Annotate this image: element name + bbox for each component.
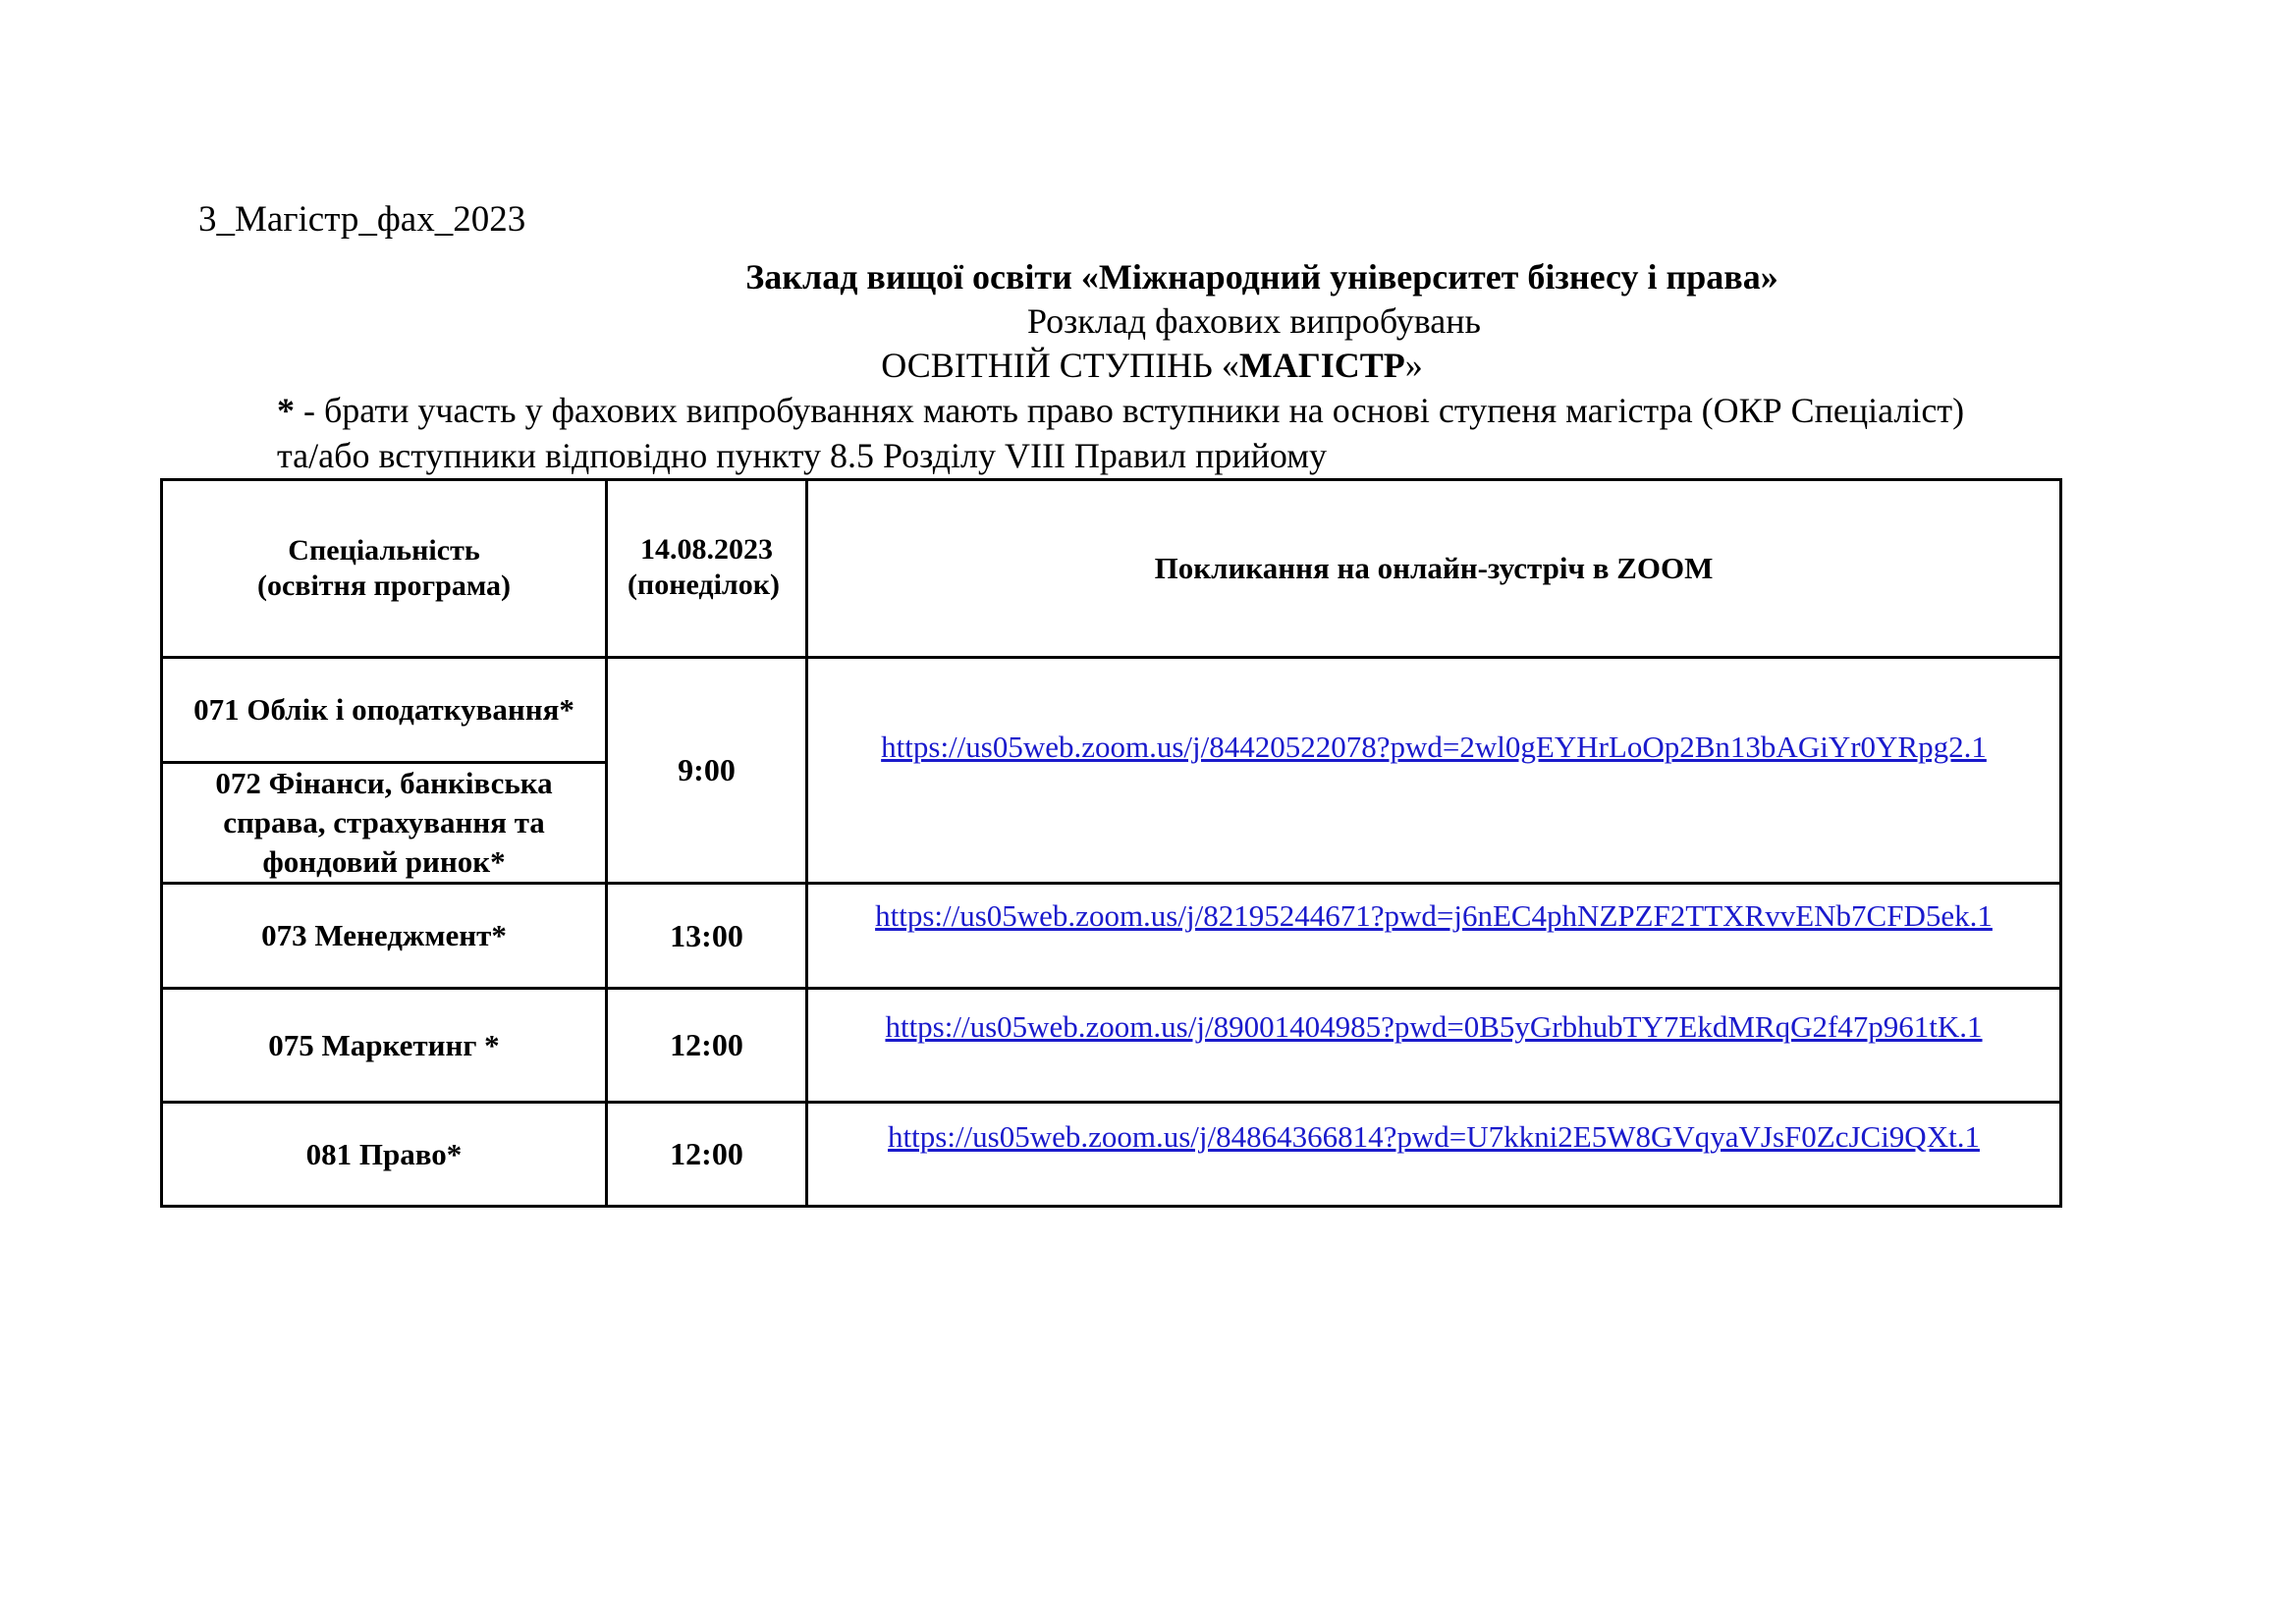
specialty-cell: 081 Право* [162,1103,607,1207]
table-row [162,1103,2061,1207]
institution-title: Заклад вищої освіти «Міжнародний університет бізнесу і права» [745,257,1778,297]
time-cell: 9:00 [607,658,807,884]
table-row [162,989,2061,1103]
note-asterisk: * [277,391,295,430]
degree-suffix: » [1404,346,1423,385]
zoom-link[interactable]: https://us05web.zoom.us/j/82195244671?pwd=j6nEC4phNZPZF2TTXRvvENb7CFD5ek.1 [875,898,1993,933]
table-row [162,884,2061,989]
header-link: Покликання на онлайн-зустріч в ZOOM [807,480,2061,658]
header-date-line2: (понеділок) [627,568,781,601]
specialty-cell: 075 Маркетинг * [162,989,607,1103]
specialty-cell: 072 Фінанси, банківська справа, страхування та фондовий ринок* [162,763,607,884]
zoom-link[interactable]: https://us05web.zoom.us/j/84420522078?pwd=2wl0gEYHrLoOp2Bn13bAGiYr0YRpg2.1 [881,730,1987,764]
degree-prefix: ОСВІТНІЙ СТУПІНЬ « [881,346,1239,385]
specialty-cell: 071 Облік і оподаткування* [162,658,607,763]
degree-name: МАГІСТР [1238,346,1405,385]
degree-title [4,342,2296,389]
time-cell: 12:00 [607,989,807,1103]
zoom-link[interactable]: https://us05web.zoom.us/j/84864366814?pwd=U7kkni2E5W8GVqyaVJsF0ZcJCi9QXt.1 [888,1119,1980,1154]
admission-note [277,388,1966,478]
link-cell [807,884,2061,989]
header-specialty-line1: Спеціальність [288,534,480,567]
schedule-table [160,478,2062,1208]
note-text: - брати участь у фахових випробуваннях мають право вступники на основі ступеня магістра (ОКР Спеціаліст) та/або вступники відповідно пункту 8.5 Розділу VIII Правил прийому [277,391,1965,475]
table-header-row [162,480,2061,658]
link-cell [807,658,2061,884]
specialty-cell: 073 Менеджмент* [162,884,607,989]
header-date [607,480,807,658]
link-cell [807,989,2061,1103]
header-specialty-line2: (освітня програма) [256,569,512,602]
header-specialty [162,480,607,658]
time-cell: 12:00 [607,1103,807,1207]
document-code: 3_Магістр_фах_2023 [198,199,526,240]
time-cell: 13:00 [607,884,807,989]
header-date-line1: 14.08.2023 [640,533,773,566]
table-row [162,658,2061,763]
link-cell [807,1103,2061,1207]
zoom-link[interactable]: https://us05web.zoom.us/j/89001404985?pwd=0B5yGrbhubTY7EkdMRqG2f47p961tK.1 [885,1009,1983,1044]
schedule-title: Розклад фахових випробувань [1027,301,1481,341]
